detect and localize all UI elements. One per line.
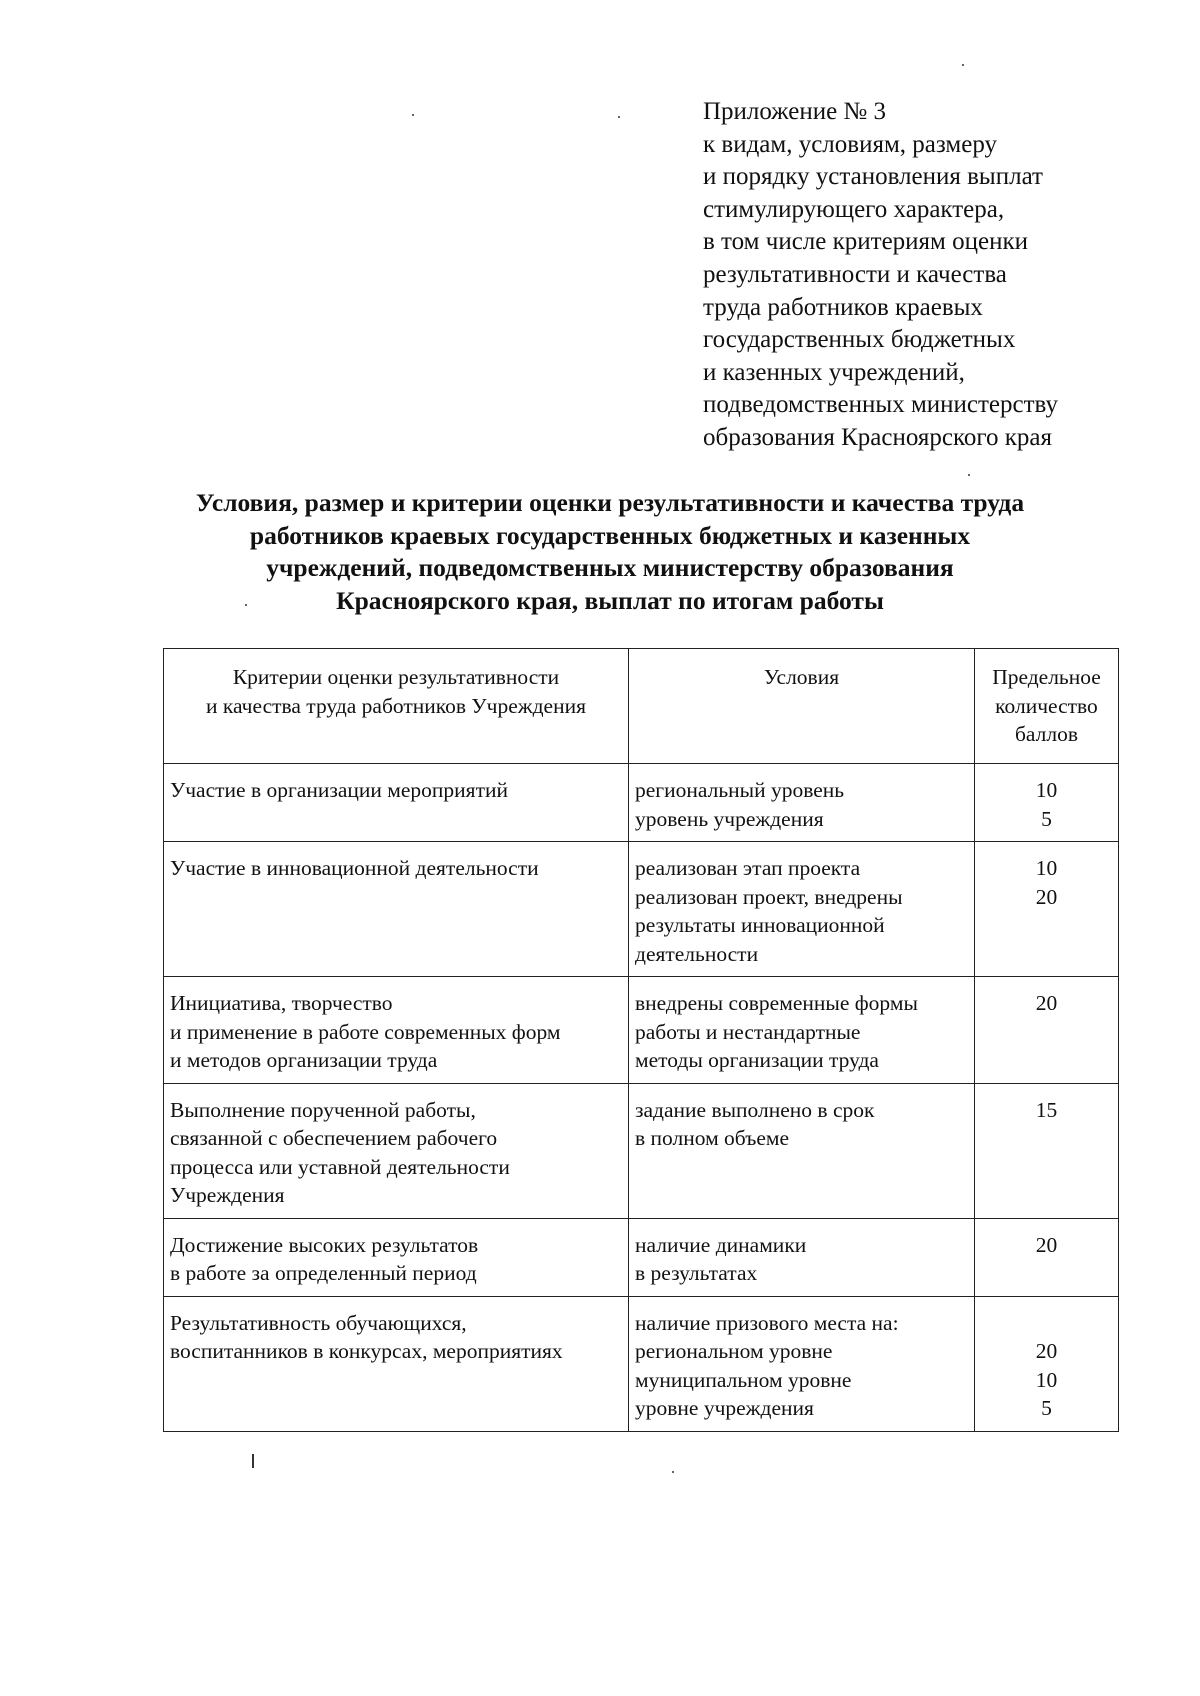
table-row xyxy=(164,977,1119,1084)
criterion-cell-line: Участие в организации мероприятий xyxy=(170,778,508,802)
table-row xyxy=(164,764,1119,842)
conditions-cell-line: муниципальном уровне xyxy=(635,1367,852,1392)
points-cell-line: 10 xyxy=(1035,856,1058,880)
conditions-cell-line: методы организации труда xyxy=(635,1048,879,1072)
conditions-cell-line: наличие призового места на: xyxy=(635,1310,899,1335)
conditions-cell-line: работы и нестандартные xyxy=(635,1019,861,1044)
scan-speck xyxy=(968,474,970,476)
points-cell-line: 20 xyxy=(1035,884,1058,909)
criterion-cell-line: Достижение высоких результатов xyxy=(170,1232,479,1257)
points-cell-line: 20 xyxy=(1035,991,1058,1015)
appendix-line: государственных бюджетных xyxy=(703,326,1016,354)
table-row xyxy=(164,1296,1119,1431)
table-row xyxy=(164,1218,1119,1296)
criterion-cell-line: Учреждения xyxy=(170,1183,285,1207)
criteria-table xyxy=(163,648,1119,1432)
conditions-cell xyxy=(629,1083,975,1218)
header-text: Условия xyxy=(763,665,840,689)
criterion-cell-line: в работе за определенный период xyxy=(170,1261,477,1285)
criterion-cell xyxy=(164,1218,629,1296)
conditions-cell-line: реализован проект, внедрены xyxy=(635,884,903,909)
header-text: и качества труда работников Учреждения xyxy=(206,693,586,718)
table-body xyxy=(164,764,1119,1432)
criterion-cell-line: и применение в работе современных форм xyxy=(170,1019,561,1044)
criterion-cell-line: Выполнение порученной работы, xyxy=(170,1097,476,1122)
points-cell-line: 5 xyxy=(1041,806,1052,831)
criterion-cell-line: и методов организации труда xyxy=(170,1048,438,1072)
conditions-cell xyxy=(629,764,975,842)
appendix-line: Приложение № 3 xyxy=(703,98,887,125)
scan-speck xyxy=(618,116,620,118)
header-text: Предельное xyxy=(992,665,1101,689)
points-cell-line: 15 xyxy=(1035,1097,1058,1122)
criterion-cell xyxy=(164,842,629,977)
scan-speck xyxy=(252,1454,254,1468)
points-cell-line: 5 xyxy=(1041,1396,1052,1420)
scan-speck xyxy=(962,64,964,66)
conditions-cell-line: уровне учреждения xyxy=(635,1396,814,1420)
criterion-cell-line: воспитанников в конкурсах, мероприятиях xyxy=(170,1339,563,1363)
appendix-line: стимулирующего характера, xyxy=(703,195,1005,223)
conditions-cell-line: наличие динамики xyxy=(635,1232,807,1257)
points-cell xyxy=(975,1083,1119,1218)
conditions-cell xyxy=(629,977,975,1084)
points-cell-line: 20 xyxy=(1035,1339,1058,1363)
conditions-cell-line: региональном уровне xyxy=(635,1339,833,1363)
appendix-line: образования Красноярского края xyxy=(703,423,1052,451)
conditions-cell-line: результаты инновационной xyxy=(635,913,885,937)
scan-speck xyxy=(245,604,247,606)
criterion-cell xyxy=(164,764,629,842)
points-spacer xyxy=(981,1309,1112,1338)
points-cell xyxy=(975,977,1119,1084)
table-header-row xyxy=(164,649,1119,764)
title-line: Условия, размер и критерии оценки результативности и качества труда xyxy=(195,488,1025,517)
conditions-cell-line: в результатах xyxy=(635,1261,758,1285)
criterion-cell-line: Инициатива, творчество xyxy=(170,991,393,1015)
appendix-line: и порядку установления выплат xyxy=(703,163,1043,191)
appendix-line: труда работников краевых xyxy=(703,293,983,321)
points-cell-line: 10 xyxy=(1035,1367,1058,1392)
criterion-cell-line: связанной с обеспечением рабочего xyxy=(170,1126,498,1150)
conditions-cell xyxy=(629,1218,975,1296)
header-text: количество xyxy=(995,693,1098,718)
appendix-line: и казенных учреждений, xyxy=(703,358,965,386)
header-conditions xyxy=(629,649,975,764)
header-criteria xyxy=(164,649,629,764)
points-cell xyxy=(975,1296,1119,1431)
points-cell xyxy=(975,842,1119,977)
conditions-cell-line: уровень учреждения xyxy=(635,806,824,831)
table-row xyxy=(164,842,1119,977)
header-max-points xyxy=(975,649,1119,764)
conditions-cell-line: региональный уровень xyxy=(635,778,845,802)
criterion-cell xyxy=(164,1296,629,1431)
criterion-cell xyxy=(164,977,629,1084)
appendix-line: в том числе критериям оценки xyxy=(703,228,1028,256)
criterion-cell xyxy=(164,1083,629,1218)
document-title xyxy=(110,487,1110,617)
conditions-cell xyxy=(629,1296,975,1431)
appendix-line: к видам, условиям, размеру xyxy=(703,130,997,158)
points-cell xyxy=(975,1218,1119,1296)
table-row xyxy=(164,1083,1119,1218)
scan-speck xyxy=(412,114,414,116)
conditions-cell-line: реализован этап проекта xyxy=(635,856,861,880)
title-line: учреждений, подведомственных министерству образования xyxy=(266,553,954,582)
conditions-cell-line: в полном объеме xyxy=(635,1126,790,1150)
appendix-reference xyxy=(703,96,1143,455)
criterion-cell-line: Результативность обучающихся, xyxy=(170,1310,467,1335)
points-cell xyxy=(975,764,1119,842)
appendix-line: результативности и качества xyxy=(703,260,1007,288)
header-text: Критерии оценки результативности xyxy=(232,665,560,689)
conditions-cell-line: внедрены современные формы xyxy=(635,991,918,1015)
scan-speck xyxy=(672,1471,674,1473)
conditions-cell xyxy=(629,842,975,977)
conditions-cell-line: задание выполнено в срок xyxy=(635,1097,875,1122)
criterion-cell-line: Участие в инновационной деятельности xyxy=(170,856,539,880)
appendix-line: подведомственных министерству xyxy=(703,391,1058,419)
criterion-cell-line: процесса или уставной деятельности xyxy=(170,1154,510,1179)
title-line: работников краевых государственных бюджетных и казенных xyxy=(249,520,971,550)
points-cell-line: 20 xyxy=(1035,1232,1058,1257)
title-line: Красноярского края, выплат по итогам работы xyxy=(336,585,884,615)
points-cell-line: 10 xyxy=(1035,778,1058,802)
conditions-cell-line: деятельности xyxy=(635,941,759,966)
header-text: баллов xyxy=(1014,722,1079,746)
